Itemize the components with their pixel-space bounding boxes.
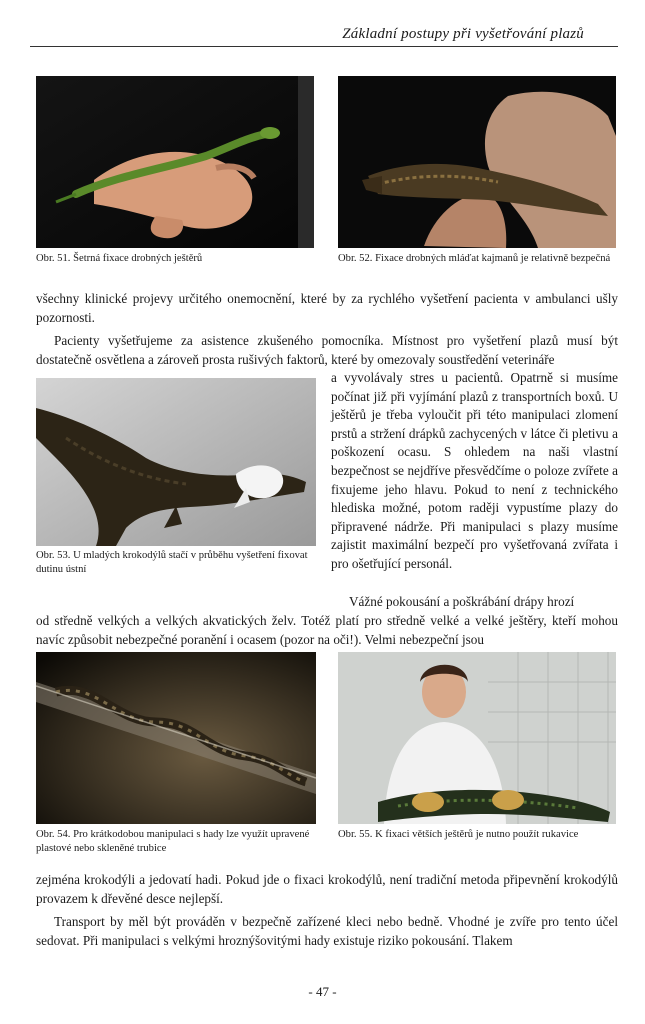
paragraph-3-rest: od středně velkých a velkých akvatických želv. Totéž platí pro středně velké a velké ještěry, kteří mohou navíc způsobit nebezpečné poranění i ocasem (pozor na oči!). Velmi nebezpeční jsou xyxy=(36,613,618,647)
paragraph-1: všechny klinické projevy určitého onemocnění, které by za rychlého vyšetření pacienta v ambulanci ušly pozornosti. xyxy=(36,291,618,325)
paragraph-3-column: Vážné pokousání a poškrábání drápy hrozí xyxy=(349,594,575,609)
figure-caption-text: Fixace drobných mláďat kajmanů je relativně bezpečná xyxy=(375,253,611,264)
paragraph-4: zejména krokodýli a jedovatí hadi. Pokud jde o fixaci krokodýlů, není tradiční metoda připevnění krokodýlů provazem k dřevěné desce nejlepší. xyxy=(36,872,618,906)
figure-52-caption xyxy=(338,252,620,266)
figure-51-photo xyxy=(36,76,314,248)
paragraph-2-intro: Pacienty vyšetřujeme za asistence zkušeného pomocníka. Místnost pro vyšetření plazů musí být dostatečně osvětlena a zároveň prosta rušivých faktorů, které by omezovaly soustředění veterináře xyxy=(36,333,618,367)
figure-caption-text: Pro krátkodobou manipulaci s hady lze využít upravené plastové nebo skleněné trubice xyxy=(36,829,310,854)
figure-54-caption xyxy=(36,828,318,856)
paragraph-2-column: a vyvolávaly stres u pacientů. Opatrně si musíme počínat již při vyjímání plazů z transportních boxů. U ještěrů je třeba vyloučit při této manipulaci zlomení prstů a stržení drápků zachycených v látce či pletivu a poškození ocasu. S ohledem na naši vlastní bezpečnost se nejdříve přesvědčíme o poloze zvířete a fixujeme jeho hlavu. Pokud to není z technického hlediska možné, potom raději vypustíme plazy do připravené nádrže. Při manipulaci s plazy musíme zajistit maximální bezpečí pro vyšetřovaná zvířata i pro ošetřující personál. xyxy=(331,370,618,571)
figure-number: Obr. 54. xyxy=(36,829,71,840)
figure-54-photo xyxy=(36,652,316,824)
figure-number: Obr. 52. xyxy=(338,253,373,264)
header-rule xyxy=(30,46,618,47)
page-number: - 47 - xyxy=(308,984,337,999)
figure-number: Obr. 51. xyxy=(36,253,71,264)
figure-53-caption xyxy=(36,549,316,577)
header-title: Základní postupy při vyšetřování plazů xyxy=(336,26,590,43)
paragraph-5: Transport by měl být prováděn v bezpečně zařízené kleci nebo bedně. Vhodné je zvíře pro tento účel sedovat. Při manipulaci s velkými hroznýšovitými hady existuje riziko pokousání. Tlakem xyxy=(36,914,618,948)
figure-caption-text: Šetrná fixace drobných ještěrů xyxy=(73,253,203,264)
running-header xyxy=(30,22,618,48)
figure-55-caption xyxy=(338,828,620,842)
figure-51-caption xyxy=(36,252,316,266)
figure-number: Obr. 53. xyxy=(36,550,71,561)
figure-caption-text: U mladých krokodýlů stačí v průběhu vyšetření fixovat dutinu ústní xyxy=(36,550,308,575)
figure-number: Obr. 55. xyxy=(338,829,373,840)
figure-caption-text: K fixaci větších ještěrů je nutno použít rukavice xyxy=(375,829,579,840)
figure-52-photo xyxy=(338,76,616,248)
figure-53-photo xyxy=(36,378,316,546)
figure-55-photo xyxy=(338,652,616,824)
